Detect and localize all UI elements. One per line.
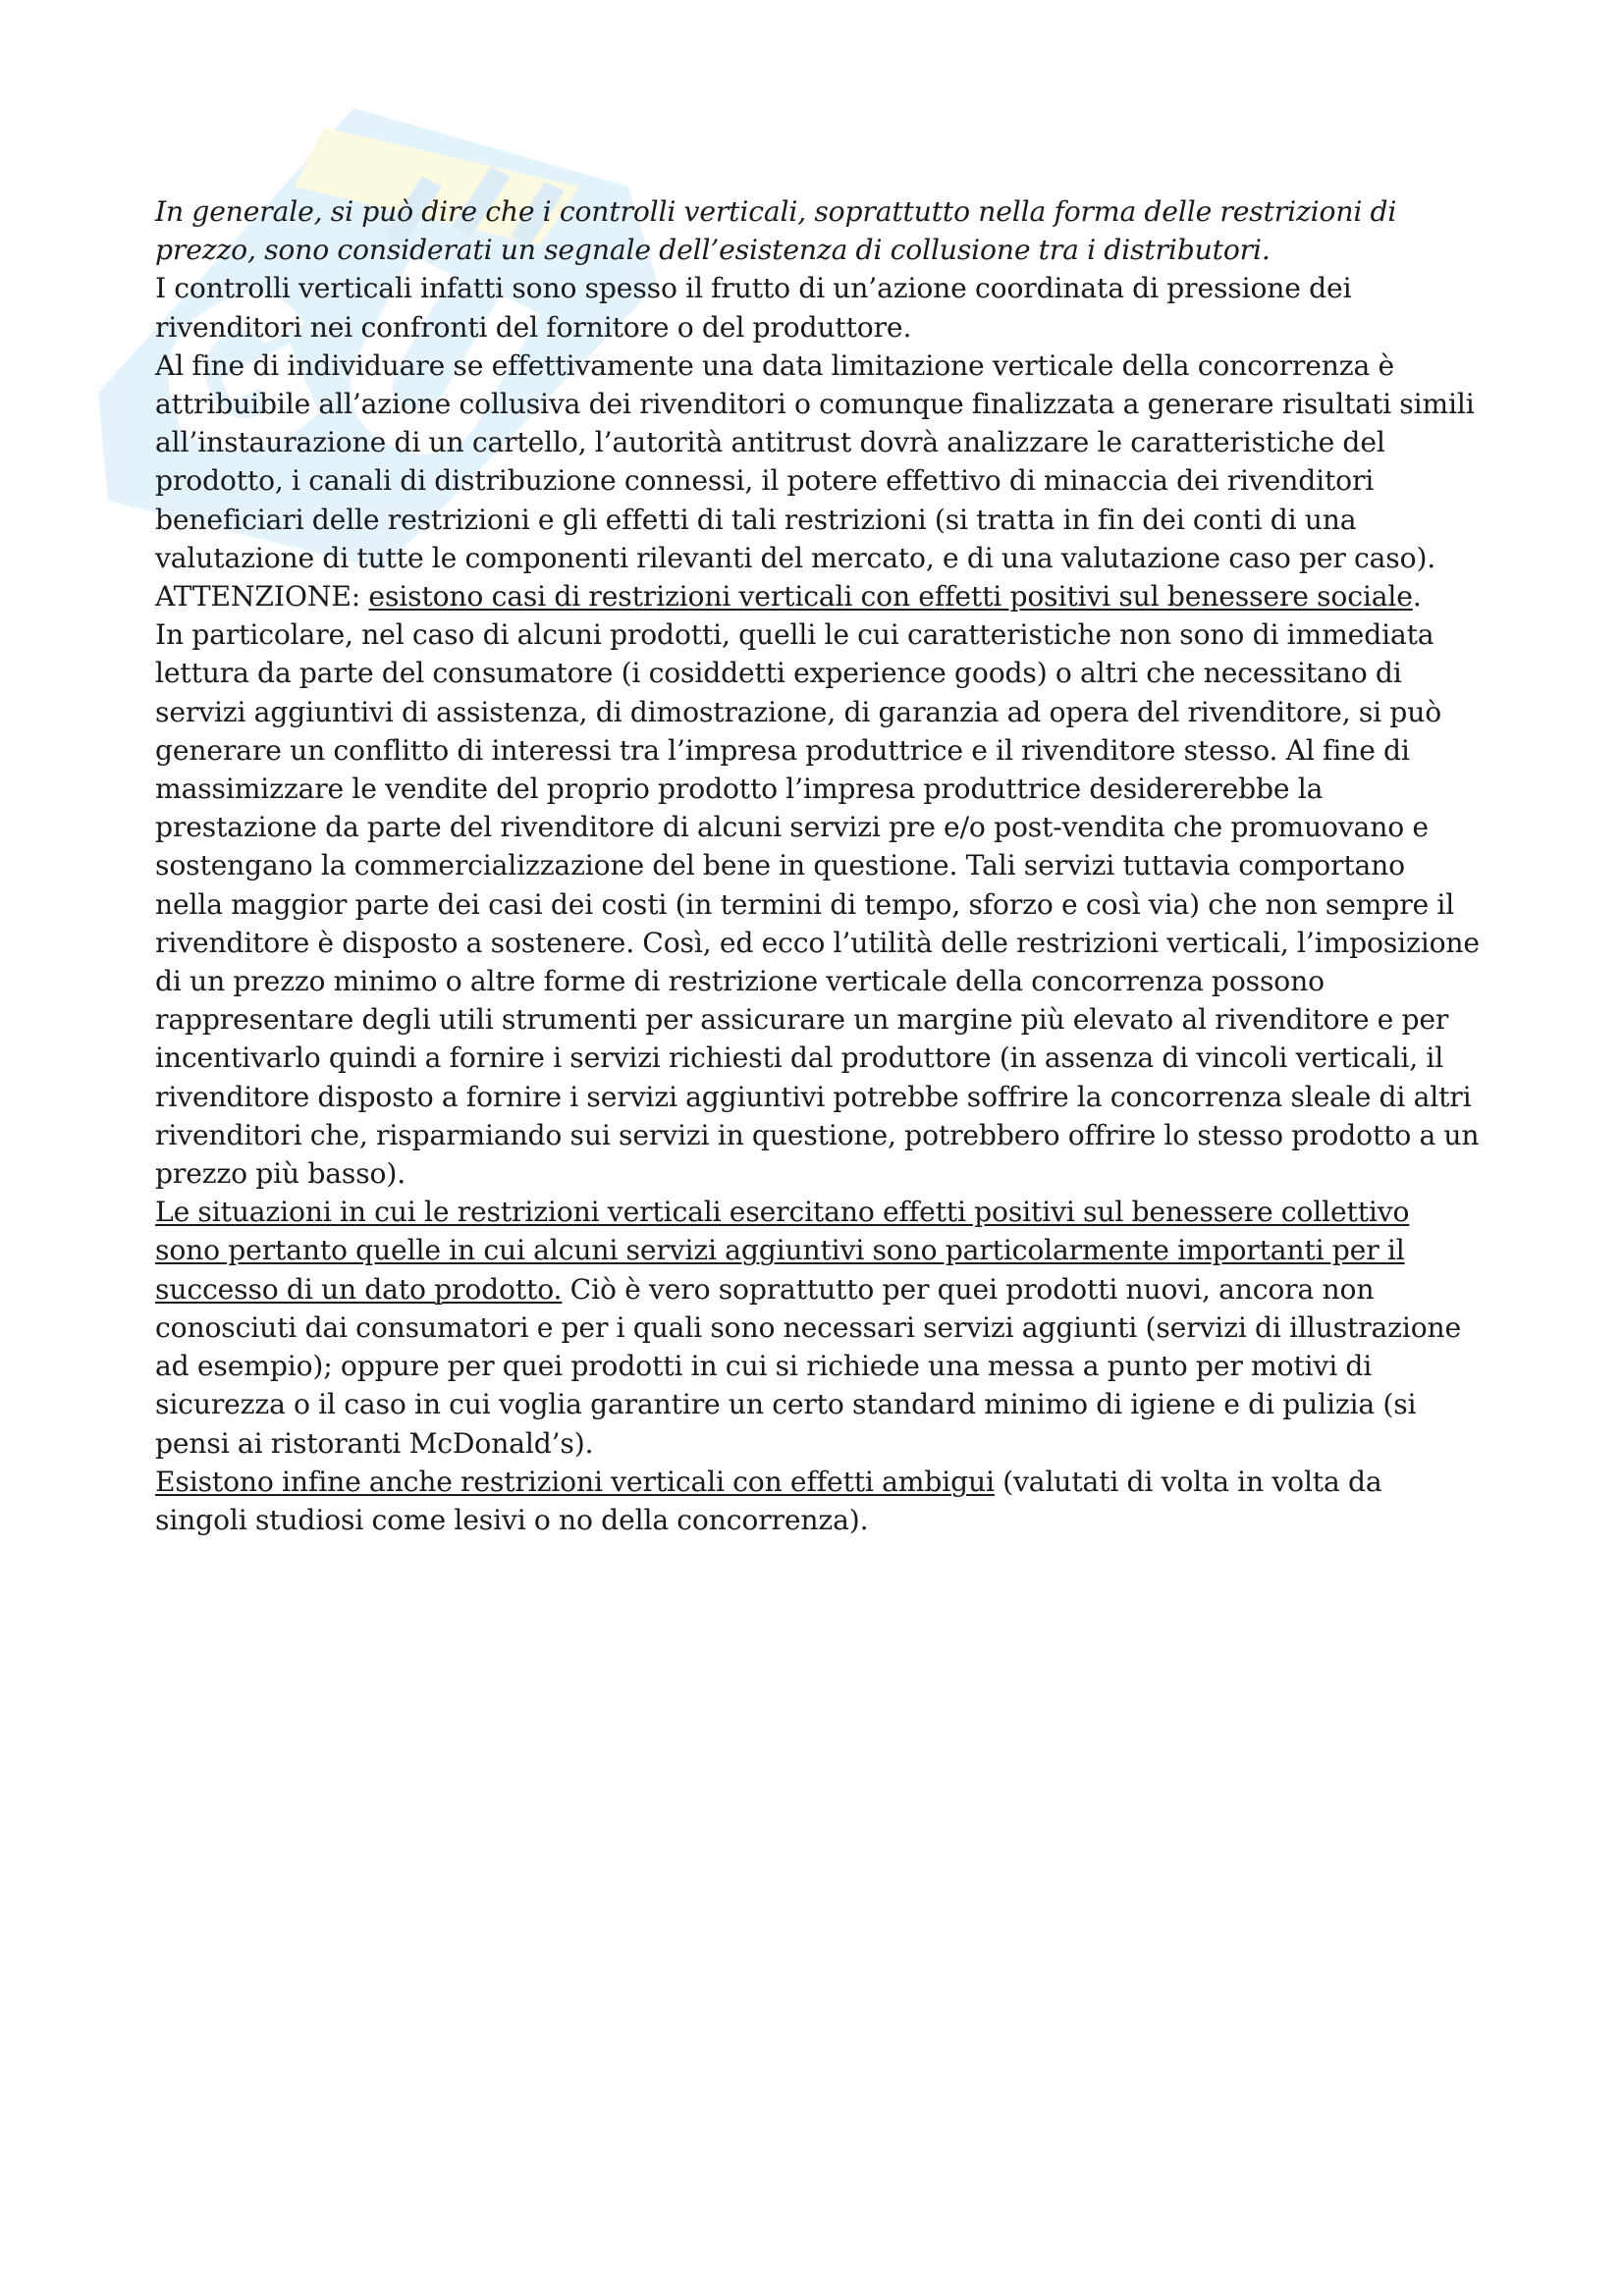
document-body — [155, 192, 1481, 1539]
paragraph-coordinated-pressure: I controlli verticali infatti sono spesso il frutto di un’azione coordinata di pressione dei rivenditori nei confronti del fornitore o del produttore. — [155, 272, 1352, 344]
positive-effects-underlined: Le situazioni in cui le restrizioni verticali esercitano effetti positivi sul benessere collettivo sono pertanto quelle in cui alcuni servizi aggiuntivi sono particolarmente importanti per il successo di un dato prodotto. — [155, 1196, 1410, 1306]
paragraph-positive-effects — [155, 1193, 1481, 1462]
attention-suffix: . — [1412, 580, 1422, 614]
attention-underlined: esistono casi di restrizioni verticali con effetti positivi sul benessere sociale — [368, 580, 1413, 614]
positive-effects-suffix: Ciò è vero soprattutto per quei prodotti nuovi, ancora non conosciuti dai consumatori e per i quali sono necessari servizi aggiunti (servizi di illustrazione ad esempio); oppure per quei prodotti in cui si richiede una messa a punto per motivi di sicurezza o il caso in cui voglia garantire un certo standard minimo di igiene e di pulizia (si pensi ai ristoranti McDonald’s). — [155, 1272, 1462, 1460]
paragraph-collusion-signal: In generale, si può dire che i controlli verticali, soprattutto nella forma delle restrizioni di prezzo, sono considerati un segnale dell’esistenza di collusione tra i distributori. — [155, 195, 1397, 267]
ambiguous-effects-suffix: (valutati di volta in volta da singoli studiosi come lesivi o no della concorrenza). — [155, 1465, 1382, 1536]
attention-prefix: ATTENZIONE: — [155, 580, 369, 614]
paragraph-antitrust-analysis: Al fine di individuare se effettivamente una data limitazione verticale della concorrenza è attribuibile all’azione collusiva dei rivenditori o comunque finalizzata a generare risultati simili all’instaurazione di un cartello, l’autorità antitrust dovrà analizzare le caratteristiche del prodotto, i canali di distribuzione connessi, il potere effettivo di minaccia dei rivenditori beneficiari delle restrizioni e gli effetti di tali restrizioni (si tratta in fin dei conti di una valutazione di tutte le componenti rilevanti del mercato, e di una valutazione caso per caso). — [155, 348, 1475, 574]
paragraph-ambiguous-effects — [155, 1463, 1481, 1539]
ambiguous-effects-underlined: Esistono infine anche restrizioni verticali con effetti ambigui — [155, 1465, 995, 1498]
paragraph-attention — [155, 577, 1481, 615]
paragraph-experience-goods: In particolare, nel caso di alcuni prodotti, quelli le cui caratteristiche non sono di immediata lettura da parte del consumatore (i cosiddetti experience goods) o altri che necessitano di servizi aggiuntivi di assistenza, di dimostrazione, di garanzia ad opera del rivenditore, si può generare un conflitto di interessi tra l’impresa produttrice e il rivenditore stesso. Al fine di massimizzare le vendite del proprio prodotto l’impresa produttrice desidererebbe la prestazione da parte del rivenditore di alcuni servizi pre e/o post-vendita che promuovano e sostengano la commercializzazione del bene in questione. Tali servizi tuttavia comportano nella maggior parte dei casi dei costi (in termini di tempo, sforzo e così via) che non sempre il rivenditore è disposto a sostenere. Così, ed ecco l’utilità delle restrizioni verticali, l’imposizione di un prezzo minimo o altre forme di restrizione verticale della concorrenza possono rappresentare degli utili strumenti per assicurare un margine più elevato al rivenditore e per incentivarlo quindi a fornire i servizi richiesti dal produttore (in assenza di vincoli verticali, il rivenditore disposto a fornire i servizi aggiuntivi potrebbe soffrire la concorrenza sleale di altri rivenditori che, risparmiando sui servizi in questione, potrebbero offrire lo stesso prodotto a un prezzo più basso). — [155, 618, 1480, 1191]
